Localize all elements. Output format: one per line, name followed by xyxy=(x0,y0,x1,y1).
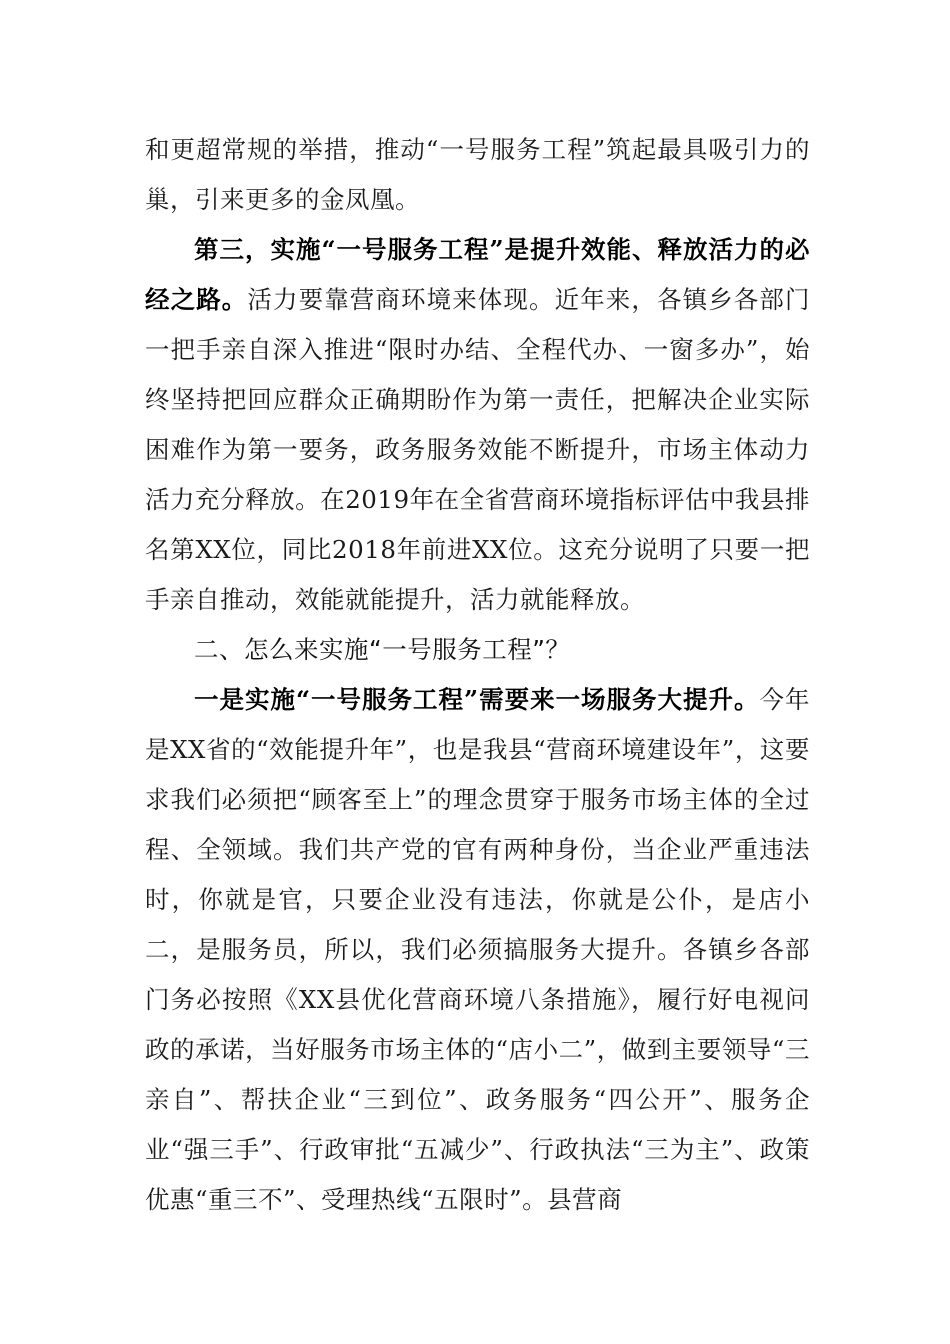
document-body xyxy=(145,125,810,1225)
section-heading xyxy=(145,625,810,675)
paragraph-text: 活力要靠营商环境来体现。近年来，各镇乡各部门一把手亲自深入推进“限时办结、全程代办、一窗多办”，始终坚持把回应群众正确期盼作为第一责任，把解决企业实际困难作为第一要务，政务服务效能不断提升，市场主体动力活力充分释放。在2019年在全省营商环境指标评估中我县排名第XX位，同比2018年前进XX位。这充分说明了只要一把手亲自推动，效能就能提升，活力就能释放。 xyxy=(145,285,811,614)
paragraph-third-point xyxy=(145,225,810,625)
paragraph-text: 今年是XX省的“效能提升年”，也是我县“营商环境建设年”，这要求我们必须把“顾客至上”的理念贯穿于服务市场主体的全过程、全领域。我们共产党的官有两种身份，当企业严重违法时，你就是官，只要企业没有违法，你就是公仆，是店小二，是服务员，所以，我们必须搞服务大提升。各镇乡各部门务必按照《XX县优化营商环境八条措施》，履行好电视问政的承诺，当好服务市场主体的“店小二”，做到主要领导“三亲自”、帮扶企业“三到位”、政务服务“四公开”、服务企业“强三手”、行政审批“五减少”、行政执法“三为主”、政策优惠“重三不”、受理热线“五限时”。县营商 xyxy=(145,685,811,1214)
paragraph-text: 和更超常规的举措，推动“一号服务工程”筑起最具吸引力的巢，引来更多的金凤凰。 xyxy=(145,135,810,214)
paragraph-first-measure xyxy=(145,675,810,1225)
paragraph-lead-bold: 第三，实施“一号服务工程”是提升效能、释放活力的必经之路。 xyxy=(145,235,810,314)
paragraph-lead-bold: 一是实施“一号服务工程”需要来一场服务大提升。 xyxy=(194,685,760,714)
section-heading-text: 二、怎么来实施“一号服务工程”？ xyxy=(194,635,571,664)
paragraph-continuation xyxy=(145,125,810,225)
